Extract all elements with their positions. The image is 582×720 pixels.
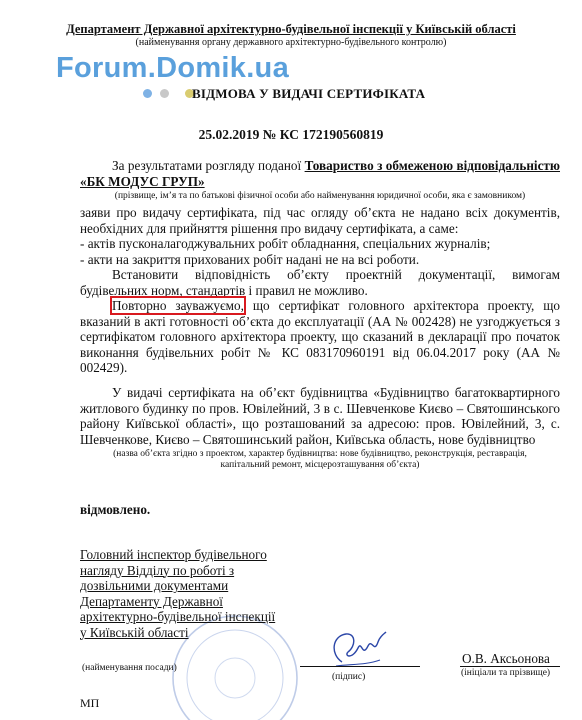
issuing-authority-text: Департамент Державної архітектурно-будівельної інспекції у Київській області — [66, 22, 516, 36]
watermark: Forum.Domik.ua — [56, 52, 289, 84]
issuing-authority-caption: (найменування органу державного архітектурно-будівельного контролю) — [135, 37, 447, 48]
position-caption: (найменування посади) — [82, 663, 177, 673]
document-number: 25.02.2019 № КС 172190560819 — [198, 127, 384, 142]
object-description: У видачі сертифіката на об’єкт будівництва «Будівництво багатоквартирного житлового будинку по пров. Ювілейний, 3 в с. Шевченкове Києво – Святошинського району Київської області», що розташований за адресою: пров. Ювілейний, 3, с. Шевченкове, Києво – Святошинський район, Київська область, нове будівництво — [80, 385, 560, 447]
highlighted-remark: Повторно зауважуємо, — [112, 298, 244, 313]
signatory-name: О.В. Аксьонова — [462, 651, 550, 666]
document-title: ВІДМОВА У ВИДАЧІ СЕРТИФІКАТА — [192, 86, 426, 101]
paragraph-compliance: Встановити відповідність об’єкту проектній документації, вимогам будівельних норм, стандартів і правил не можливо. — [80, 267, 560, 298]
applicant-caption: (прізвище, ім’я та по батькові фізичної особи або найменування юридичної особи, яка є замовником) — [114, 191, 526, 201]
stamp-place-mark: МП — [80, 696, 100, 710]
object-caption: (назва об’єкта згідно з проектом, характер будівництва: нове будівництво, реконструкція, реставрація, капітальний ремонт, місцерозташування об’єкта) — [113, 449, 527, 470]
name-line — [460, 666, 560, 667]
issuing-authority — [0, 22, 582, 37]
missing-doc-item: - актів пусконалагоджувальних робіт обладнання, спеціальних журналів; — [80, 236, 491, 251]
applicant-name: Товариство з обмеженою відповідальністю «БК МОДУС ГРУП» — [80, 158, 560, 189]
p1-lead: За результатами розгляду поданої — [112, 158, 305, 173]
signatory-position-text: Головний інспектор будівельного нагляду Відділу по роботі з дозвільними документами Департаменту Державної архітектурно-будівельної інспекції у Київській області — [80, 547, 276, 640]
paragraph-certificate-remark: що сертифікат головного архітектора проекту, що вказаний в акті готовності об’єкта до експлуатації (АА № 002428) не узгоджується з сертифікатом головного архітектора проекту, що сказаний в декларації про початок виконання будівельних робіт № КС 083170960191 від 06.04.2017 року (АА № 002429). — [80, 298, 561, 375]
blue-dot-icon — [143, 89, 152, 98]
missing-doc-item: - акти на закриття прихованих робіт надані не на всі роботи. — [80, 251, 420, 267]
name-caption: (ініціали та прізвище) — [461, 668, 551, 678]
signature-caption: (підпис) — [332, 672, 366, 682]
signature-line — [300, 666, 420, 667]
signatory-position — [80, 547, 280, 640]
refusal-result: відмовлено. — [80, 502, 151, 517]
gray-dot-icon — [160, 89, 169, 98]
paragraph-applicant — [80, 158, 560, 376]
paragraph-object — [80, 385, 560, 471]
p1-rest: заяви про видачу сертифіката, під час огляду об’єкта не надано всіх документів, необхідних для прийняття рішення про видачу сертифіката, а саме: — [80, 205, 560, 236]
